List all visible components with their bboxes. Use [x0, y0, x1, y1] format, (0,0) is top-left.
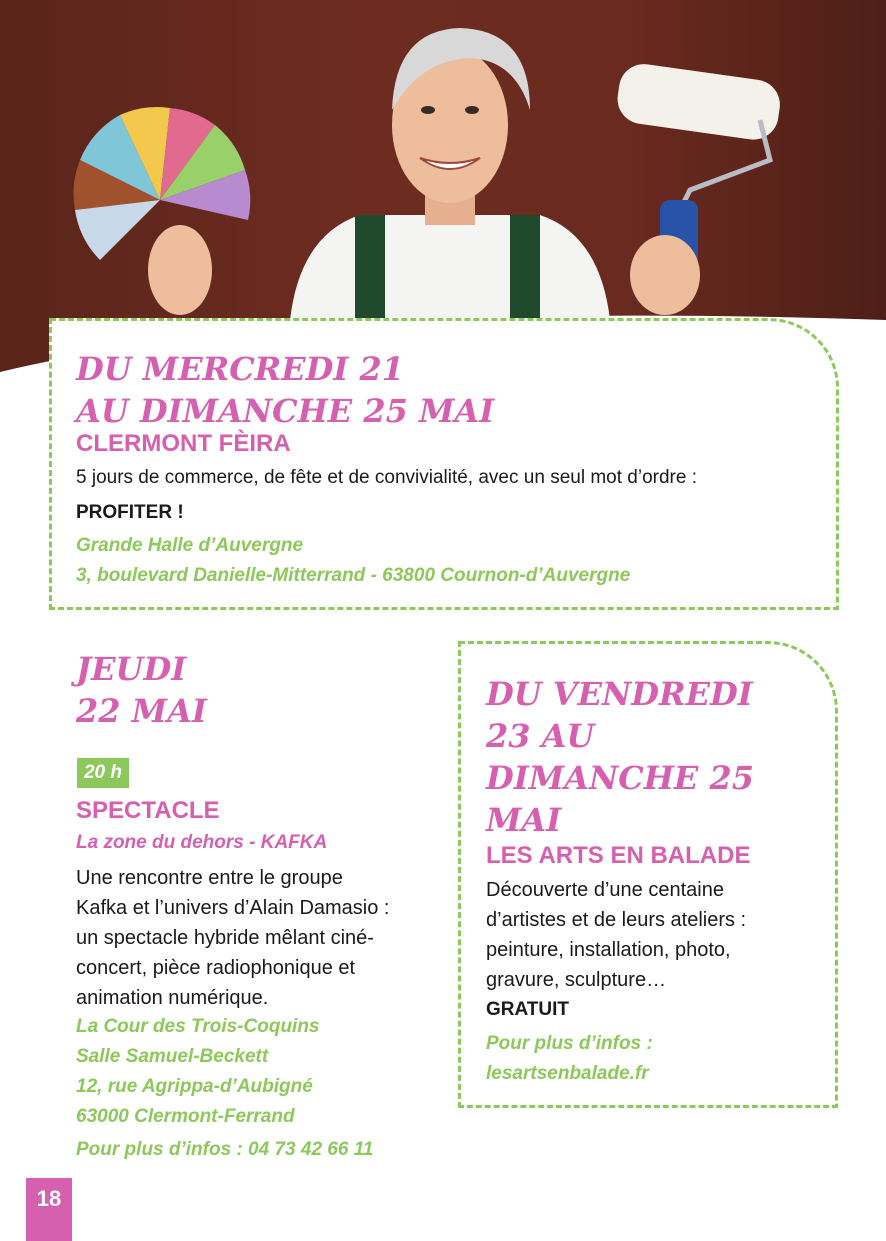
event2-address-line: 63000 Clermont-Ferrand	[76, 1106, 295, 1127]
event1-venue: Grande Halle d’Auvergne	[76, 535, 304, 556]
event1-name: CLERMONT FÈIRA	[76, 430, 291, 457]
event2-date-line1: JEUDI	[76, 650, 187, 688]
event3-date-line: MAI	[486, 801, 562, 839]
event3-date-line: 23 AU	[486, 717, 595, 755]
event3-price: GRATUIT	[486, 999, 570, 1020]
event1-address: 3, boulevard Danielle-Mitterrand - 63800 Cournon-d’Auvergne	[76, 565, 631, 586]
event3-date-line: DU VENDREDI	[486, 675, 753, 713]
event3-description-line: gravure, sculpture…	[486, 969, 667, 991]
event3-info-line: Pour plus d’infos :	[486, 1033, 653, 1054]
event2-address-line: Salle Samuel-Beckett	[76, 1046, 269, 1067]
event1-highlight: PROFITER !	[76, 502, 184, 523]
event2-address-line: La Cour des Trois-Coquins	[76, 1016, 320, 1037]
event1-description: 5 jours de commerce, de fête et de convivialité, avec un seul mot d’ordre :	[76, 467, 697, 488]
event3-description-line: peinture, installation, photo,	[486, 939, 731, 961]
event2-subtitle: La zone du dehors - KAFKA	[76, 832, 328, 853]
event3-info-link[interactable]: lesartsenbalade.fr	[486, 1063, 649, 1084]
event2-description-line: un spectacle hybride mêlant ciné-	[76, 927, 374, 949]
event2-time-badge: 20 h	[77, 758, 129, 788]
event3-name: LES ARTS EN BALADE	[486, 842, 751, 869]
page-number: 18	[26, 1178, 72, 1241]
event2-category: SPECTACLE	[76, 797, 220, 824]
event1-date-line2: AU DIMANCHE 25 MAI	[76, 392, 495, 430]
event2-date-line2: 22 MAI	[76, 692, 207, 730]
event2-description-line: Une rencontre entre le groupe	[76, 867, 343, 889]
event3-description-line: d’artistes et de leurs ateliers :	[486, 909, 747, 931]
event2-description-line: animation numérique.	[76, 987, 269, 1009]
event1-date-line1: DU MERCREDI 21	[76, 350, 405, 388]
event2-description-line: Kafka et l’univers d’Alain Damasio :	[76, 897, 390, 919]
event3-description-line: Découverte d’une centaine	[486, 879, 724, 901]
event2-address-line: 12, rue Agrippa-d’Aubigné	[76, 1076, 313, 1097]
event3-date-line: DIMANCHE 25	[486, 759, 754, 797]
event2-info: Pour plus d’infos : 04 73 42 66 11	[76, 1139, 374, 1160]
event2-description-line: concert, pièce radiophonique et	[76, 957, 356, 979]
